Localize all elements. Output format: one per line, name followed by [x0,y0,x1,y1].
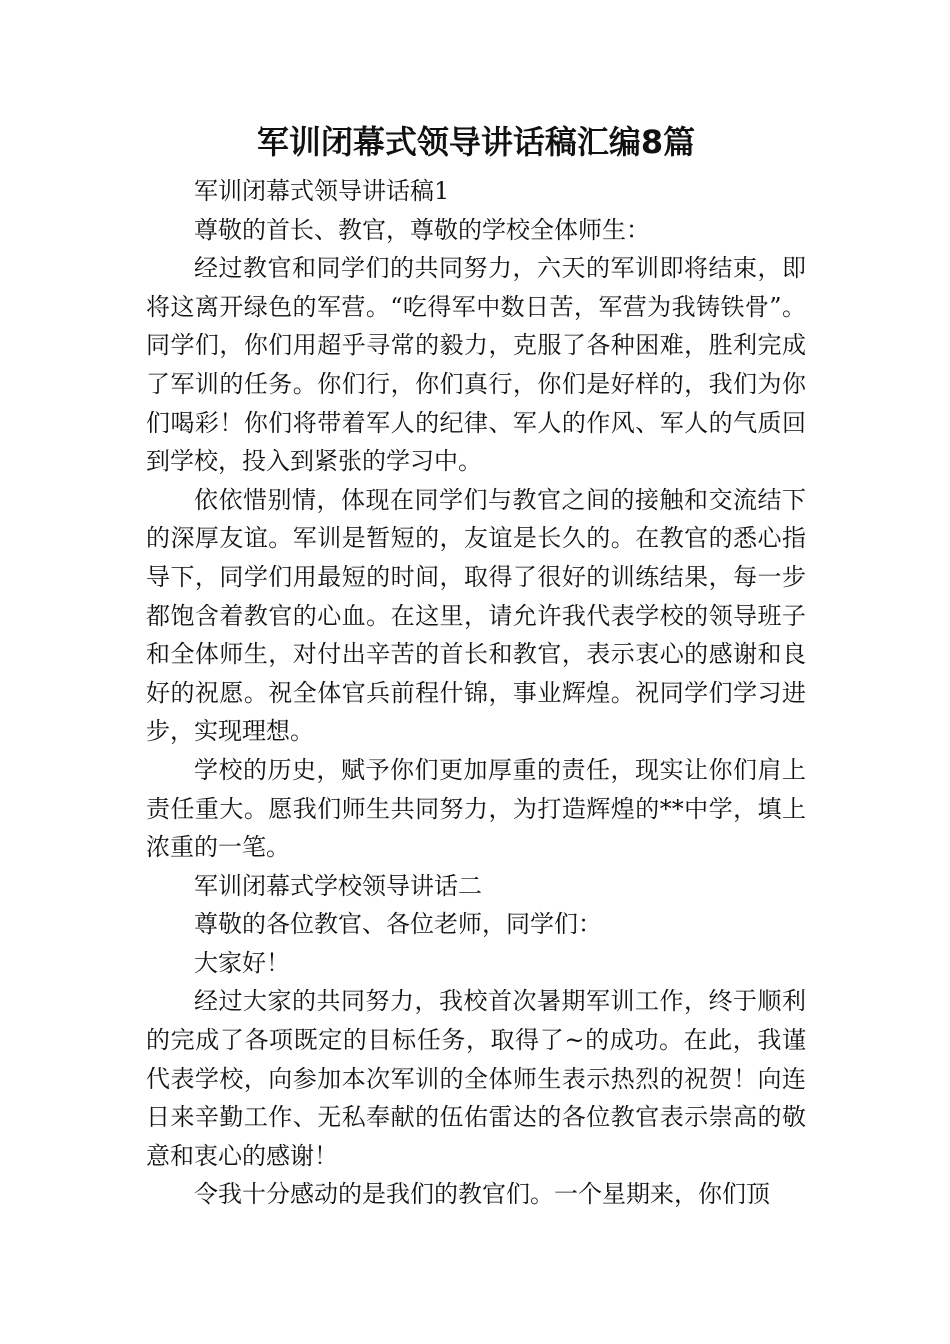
paragraph-salutation-1: 尊敬的首长、教官，尊敬的学校全体师生： [194,215,650,244]
document-title: 军训闭幕式领导讲话稿汇编8篇 [256,123,696,161]
paragraph-heading-2: 军训闭幕式学校领导讲话二 [194,871,482,900]
paragraph-body: 依依惜别情，体现在同学们与教官之间的接触和交流结下的深厚友谊。军训是暂短的，友谊是长久的。在教官的悉心指导下，同学们用最短的时间，取得了很好的训练结果，每一步都饱含着教官的心血。在这里，请允许我代表学校的领导班子和全体师生，对付出辛苦的首长和教官，表示衷心的感谢和良好的祝愿。祝全体官兵前程什锦，事业辉煌。祝同学们学习进步，实现理想。 [146,485,806,746]
paragraph-salutation-2: 尊敬的各位教官、各位老师，同学们： [194,910,602,939]
paragraph-body: 经过教官和同学们的共同努力，六天的军训即将结束，即将这离开绿色的军营。“吃得军中数日苦，军营为我铸铁骨”。同学们，你们用超乎寻常的毅力，克服了各种困难，胜利完成了军训的任务。你们行，你们真行，你们是好样的，我们为你们喝彩！你们将带着军人的纪律、军人的作风、军人的气质回到学校，投入到紧张的学习中。 [146,254,806,476]
document-page [146,118,806,1214]
paragraph-body: 令我十分感动的是我们的教官们。一个星期来，你们顶 [194,1180,770,1209]
paragraph-body: 学校的历史，赋予你们更加厚重的责任，现实让你们肩上责任重大。愿我们师生共同努力，为打造辉煌的**中学，填上浓重的一笔。 [146,755,806,862]
paragraph-body: 经过大家的共同努力，我校首次暑期军训工作，终于顺利的完成了各项既定的目标任务，取得了~的成功。在此，我谨代表学校，向参加本次军训的全体师生表示热烈的祝贺！向连日来辛勤工作、无私奉献的伍佑雷达的各位教官表示崇高的敬意和衷心的感谢！ [146,987,806,1170]
paragraph-heading-1: 军训闭幕式领导讲话稿1 [194,177,450,205]
paragraph-greeting: 大家好！ [194,948,290,977]
